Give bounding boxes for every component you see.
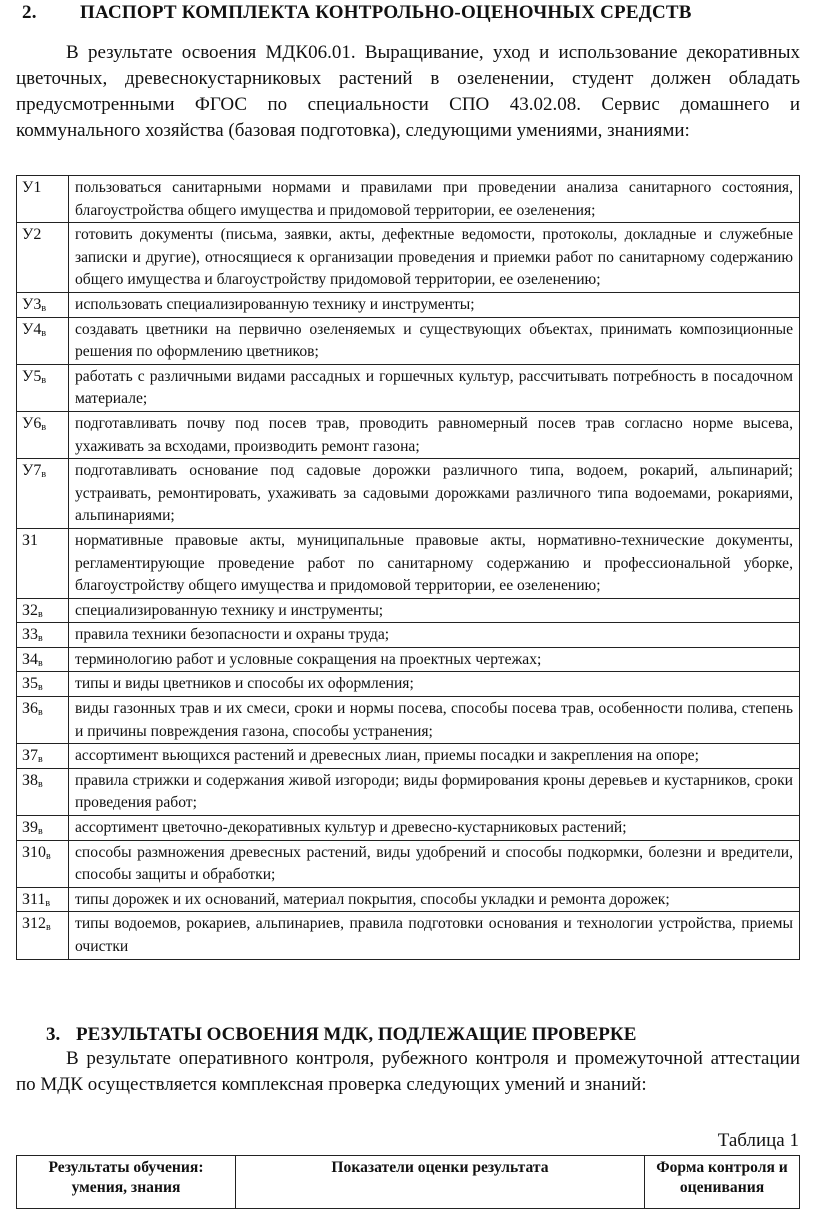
competency-description: типы и виды цветников и способы их оформления; [69, 672, 800, 697]
table-row [17, 317, 800, 364]
competency-code-text: У1 [22, 179, 42, 196]
competency-code [17, 768, 69, 815]
table-row [17, 623, 800, 648]
competency-code [17, 840, 69, 887]
competency-code-text: З6 [22, 700, 39, 718]
competency-code [17, 292, 69, 317]
competency-description: создавать цветники на первично озеленяемых и существующих объектах, принимать композиционные решения по оформлению цветников; [69, 317, 800, 364]
competency-code-subscript: в [41, 374, 47, 386]
competency-code-subscript: в [38, 778, 43, 790]
section-2-intro: В результате освоения МДК06.01. Выращивание, уход и использование декоративных цветочных, древеснокустарниковых растений в озеленении, студент должен обладать предусмотренными ФГОС по специальности СПО 43.02.08. Сервис домашнего и коммунального хозяйства (базовая подготовка), следующими умениями, знаниями: [16, 42, 800, 141]
competency-description: подготавливать основание под садовые дорожки различного типа, водоем, рокарий, альпинарий; устраивать, ремонтировать, ухаживать за садовыми дорожками различного типа водоемами, рокариями, альпинариями; [69, 459, 800, 529]
competency-code [17, 317, 69, 364]
competency-code [17, 623, 69, 648]
competency-description: терминологию работ и условные сокращения на проектных чертежах; [69, 647, 800, 672]
competency-code-subscript: в [41, 469, 47, 481]
competency-code [17, 411, 69, 458]
table-row [17, 887, 800, 912]
competencies-table [16, 175, 800, 960]
competency-code-text: З9 [22, 819, 39, 837]
competency-code-text: У3 [22, 295, 42, 313]
competency-code-text: З10 [22, 843, 47, 861]
competency-code [17, 912, 69, 959]
competency-description: ассортимент вьющихся растений и древесных лиан, приемы посадки и закрепления на опоре; [69, 744, 800, 769]
table-row [17, 459, 800, 529]
competency-code-text: З2 [22, 601, 39, 619]
competency-code [17, 744, 69, 769]
competencies-table-body [17, 176, 800, 960]
results-table-header-row [17, 1156, 800, 1209]
competency-description: способы размножения древесных растений, виды удобрений и способы подкормки, болезни и вредители, способы защиты и обработки; [69, 840, 800, 887]
competency-code [17, 697, 69, 744]
competency-code [17, 528, 69, 598]
table-row [17, 816, 800, 841]
section-3-title: РЕЗУЛЬТАТЫ ОСВОЕНИЯ МДК, ПОДЛЕЖАЩИЕ ПРОВЕРКЕ [76, 1024, 637, 1045]
competency-code-subscript: в [45, 897, 51, 909]
competency-description: пользоваться санитарными нормами и правилами при проведении анализа санитарного состояния, благоустройства общего имущества и придомовой территории, ее озеленения; [69, 176, 800, 223]
header-control-form: Форма контроля и оценивания [645, 1156, 800, 1209]
table-row [17, 292, 800, 317]
competency-description: виды газонных трав и их смеси, сроки и нормы посева, способы посева трав, особенности полива, степень и причины повреждения газона, способы устранения; [69, 697, 800, 744]
competency-description: ассортимент цветочно-декоративных культур и древесно-кустарниковых растений; [69, 816, 800, 841]
competency-code-text: З11 [22, 890, 46, 908]
competency-code-subscript: в [38, 707, 43, 719]
competency-code-subscript: в [38, 754, 43, 766]
competency-code [17, 816, 69, 841]
section-2-number: 2. [22, 2, 37, 23]
competency-code-text: У5 [22, 367, 42, 385]
section-3-heading [46, 1024, 636, 1046]
competency-code [17, 598, 69, 623]
table-row [17, 528, 800, 598]
competency-code-subscript: в [38, 633, 43, 645]
competency-code-text: У6 [22, 414, 42, 432]
competency-code-subscript: в [46, 850, 51, 862]
competency-description: правила техники безопасности и охраны труда; [69, 623, 800, 648]
results-table [16, 1155, 800, 1209]
table-row [17, 840, 800, 887]
competency-code-subscript: в [38, 608, 43, 620]
section-3-number: 3. [46, 1024, 61, 1045]
competency-code-text: З3 [22, 626, 39, 644]
section-2-title: ПАСПОРТ КОМПЛЕКТА КОНТРОЛЬНО-ОЦЕНОЧНЫХ СРЕДСТВ [80, 2, 692, 23]
header-results: Результаты обучения: умения, знания [17, 1156, 236, 1209]
competency-code [17, 223, 69, 293]
competency-description: нормативные правовые акты, муниципальные правовые акты, нормативно-технические документы, регламентирующие проведение работ по санитарному содержанию и профессиональной уборке, благоустройству общего имущества и придомовой территории, ее озеленению; [69, 528, 800, 598]
header-indicators: Показатели оценки результата [236, 1156, 645, 1209]
competency-description: использовать специализированную технику и инструменты; [69, 292, 800, 317]
table-caption: Таблица 1 [717, 1130, 799, 1151]
table-row [17, 223, 800, 293]
competency-code-text: З1 [22, 531, 39, 549]
table-row [17, 176, 800, 223]
competency-code-text: У4 [22, 320, 42, 338]
competency-code-text: У7 [22, 462, 42, 480]
competency-description: готовить документы (письма, заявки, акты, дефектные ведомости, протоколы, докладные и служебные записки и другие), относящиеся к организации проведения и приемки работ по санитарному содержанию общего имущества и благоустройству придомовой территории, ее озеленению; [69, 223, 800, 293]
table-row [17, 912, 800, 959]
competency-code-subscript: в [38, 657, 43, 669]
competency-code-text: З12 [22, 915, 47, 933]
competency-code [17, 887, 69, 912]
competency-code-subscript: в [38, 826, 43, 838]
table-row [17, 672, 800, 697]
competency-code-subscript: в [41, 421, 47, 433]
competency-code-text: З5 [22, 675, 39, 693]
section-3-intro: В результате оперативного контроля, рубежного контроля и промежуточной аттестации по МДК осуществляется комплексная проверка следующих умений и знаний: [16, 1048, 800, 1095]
competency-code-subscript: в [38, 682, 43, 694]
competency-code-subscript: в [41, 327, 47, 339]
table-row [17, 697, 800, 744]
competency-description: специализированную технику и инструменты; [69, 598, 800, 623]
competency-code [17, 459, 69, 529]
table-row [17, 647, 800, 672]
competency-code-text: З8 [22, 771, 39, 789]
table-row [17, 598, 800, 623]
competency-description: типы водоемов, рокариев, альпинариев, правила подготовки основания и технологии устройства, приемы очистки [69, 912, 800, 959]
competency-code-text: З4 [22, 650, 39, 668]
competency-code-text: У2 [22, 226, 42, 244]
competency-code-subscript: в [41, 302, 47, 314]
competency-description: работать с различными видами рассадных и горшечных культур, рассчитывать потребность в посадочном материале; [69, 364, 800, 411]
competency-code [17, 647, 69, 672]
table-row [17, 411, 800, 458]
competency-description: подготавливать почву под посев трав, проводить равномерный посев трав согласно норме высева, ухаживать за всходами, производить ремонт газона; [69, 411, 800, 458]
section-2-heading [22, 2, 692, 24]
competency-description: правила стрижки и содержания живой изгороди; виды формирования кроны деревьев и кустарников, сроки проведения работ; [69, 768, 800, 815]
table-row [17, 768, 800, 815]
competency-description: типы дорожек и их оснований, материал покрытия, способы укладки и ремонта дорожек; [69, 887, 800, 912]
competency-code [17, 176, 69, 223]
table-row [17, 744, 800, 769]
competency-code-subscript: в [46, 922, 51, 934]
competency-code-text: З7 [22, 747, 39, 765]
competency-code [17, 672, 69, 697]
table-row [17, 364, 800, 411]
competency-code [17, 364, 69, 411]
